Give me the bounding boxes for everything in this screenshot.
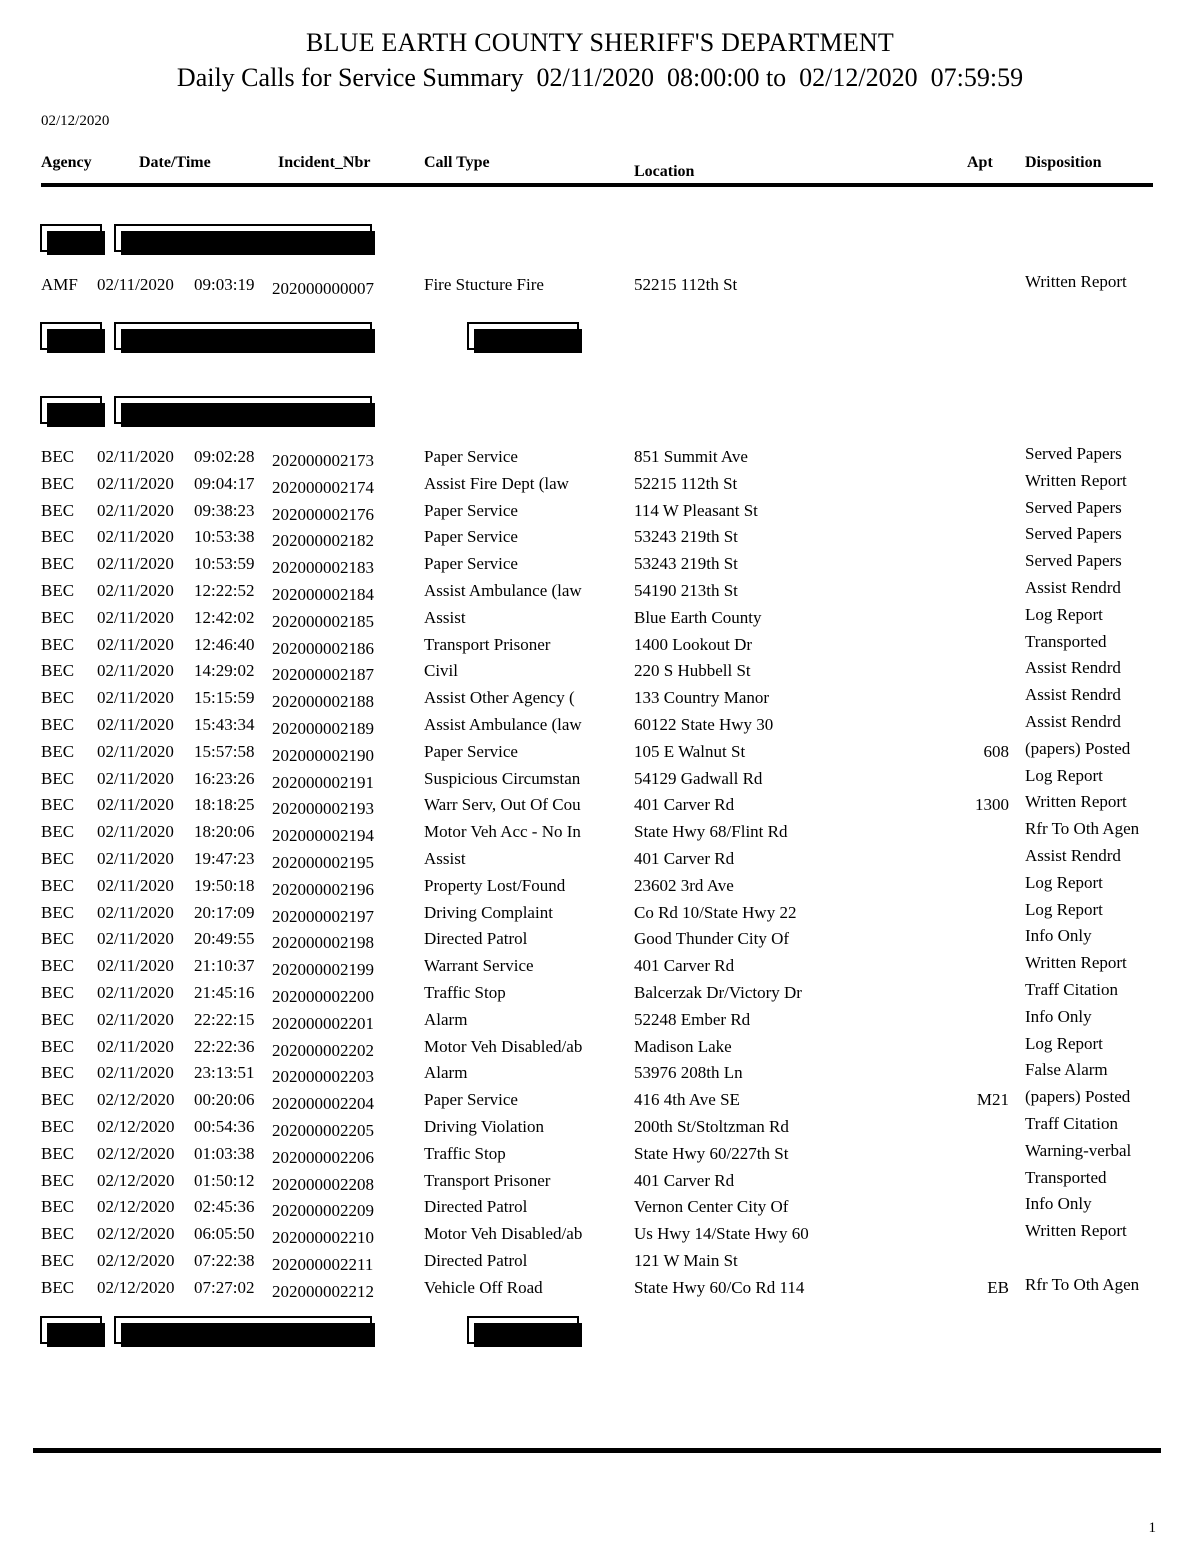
org-title: BLUE EARTH COUNTY SHERIFF'S DEPARTMENT xyxy=(306,28,894,57)
cell-date: 02/11/2020 xyxy=(97,875,174,895)
cell-location: 60122 State Hwy 30 xyxy=(634,714,774,734)
cell-agency: BEC xyxy=(41,1116,75,1136)
cell-location: 401 Carver Rd xyxy=(634,848,735,868)
table-body xyxy=(0,274,1200,301)
cell-time: 14:29:02 xyxy=(194,661,255,681)
cell-call-type: Driving Violation xyxy=(424,1116,545,1136)
cell-agency: BEC xyxy=(41,688,75,708)
cell-time: 21:45:16 xyxy=(194,982,255,1002)
cell-time: 12:42:02 xyxy=(194,607,255,627)
column-header-apt: Apt xyxy=(967,154,993,171)
cell-disposition: Traff Citation xyxy=(1025,1113,1119,1133)
cell-agency: BEC xyxy=(41,741,75,761)
cell-date: 02/11/2020 xyxy=(97,634,174,654)
cell-agency: BEC xyxy=(41,714,75,734)
cell-agency: BEC xyxy=(41,661,75,681)
cell-agency: BEC xyxy=(41,1009,75,1029)
cell-agency: AMF xyxy=(41,275,78,294)
table-row[interactable] xyxy=(0,794,1200,821)
cell-location: 53243 219th St xyxy=(634,527,738,547)
cell-agency: BEC xyxy=(41,929,75,949)
cell-call-type: Directed Patrol xyxy=(424,1197,528,1217)
cell-disposition: Served Papers xyxy=(1025,444,1122,463)
cell-time: 01:03:38 xyxy=(194,1143,255,1163)
cell-date: 02/11/2020 xyxy=(97,848,174,868)
cell-location: 121 W Main St xyxy=(634,1250,738,1270)
cell-call-type: Assist xyxy=(424,848,466,868)
cell-call-type: Motor Veh Disabled/ab xyxy=(424,1224,583,1244)
cell-time: 16:23:26 xyxy=(194,768,255,788)
cell-incident-nbr: 202000002174 xyxy=(272,477,374,497)
cell-agency: BEC xyxy=(41,956,75,976)
cell-incident-nbr: 202000002191 xyxy=(272,772,374,792)
cell-date: 02/12/2020 xyxy=(97,1224,175,1244)
cell-agency: BEC xyxy=(41,768,75,788)
cell-location: 401 Carver Rd xyxy=(634,956,735,976)
table-row[interactable] xyxy=(0,577,1200,607)
cell-location: 52248 Ember Rd xyxy=(634,1009,751,1029)
cell-incident-nbr: 202000002182 xyxy=(272,531,374,551)
cell-date: 02/11/2020 xyxy=(97,982,174,1002)
table-row[interactable] xyxy=(0,872,1200,902)
cell-call-type: Fire Stucture Fire xyxy=(424,275,544,294)
cell-time: 00:20:06 xyxy=(194,1090,255,1110)
agency-code-box: BEC xyxy=(40,396,102,424)
cell-location: State Hwy 60/227th St xyxy=(634,1143,789,1163)
cell-date: 02/12/2020 xyxy=(97,1250,175,1270)
cell-apt: EB xyxy=(987,1277,1009,1297)
cell-call-type: Civil xyxy=(424,661,459,681)
cell-agency: BEC xyxy=(41,447,75,466)
table-row[interactable] xyxy=(0,470,1200,500)
cell-incident-nbr: 202000002198 xyxy=(272,933,374,953)
agency-group-close-band xyxy=(0,322,1200,350)
agency-name-box: Amboy Fire Dept xyxy=(114,322,372,350)
cell-date: 02/11/2020 xyxy=(97,580,174,600)
cell-time: 23:13:51 xyxy=(194,1063,255,1083)
cell-apt: 608 xyxy=(983,741,1009,761)
cell-call-type: Property Lost/Found xyxy=(424,875,566,895)
cell-incident-nbr: 202000002203 xyxy=(272,1067,374,1087)
cell-time: 06:05:50 xyxy=(194,1224,255,1244)
cell-call-type: Paper Service xyxy=(424,554,518,574)
table-row[interactable] xyxy=(0,631,1200,661)
cell-time: 10:53:59 xyxy=(194,554,255,574)
table-row[interactable] xyxy=(0,738,1200,768)
table-row[interactable] xyxy=(0,497,1200,527)
cell-incident-nbr: 202000002188 xyxy=(272,692,374,712)
cell-disposition: Served Papers xyxy=(1025,524,1122,544)
cell-date: 02/11/2020 xyxy=(97,929,174,949)
cell-call-type: Alarm xyxy=(424,1063,468,1083)
cell-incident-nbr: 202000002183 xyxy=(272,558,374,578)
cell-time: 09:38:23 xyxy=(194,500,255,520)
cell-call-type: Paper Service xyxy=(424,527,518,547)
cell-date: 02/11/2020 xyxy=(97,1009,174,1029)
cell-agency: BEC xyxy=(41,982,75,1002)
cell-location: 105 E Walnut St xyxy=(634,741,746,761)
cell-agency: BEC xyxy=(41,500,75,520)
cell-agency: BEC xyxy=(41,1197,75,1217)
cell-date: 02/11/2020 xyxy=(97,554,174,574)
cell-location: 401 Carver Rd xyxy=(634,795,735,815)
cell-agency: BEC xyxy=(41,634,75,654)
cell-disposition: Log Report xyxy=(1025,872,1103,892)
cell-date: 02/12/2020 xyxy=(97,1090,175,1110)
cell-time: 09:03:19 xyxy=(194,275,255,294)
table-row[interactable] xyxy=(0,765,1200,795)
cell-time: 22:22:36 xyxy=(194,1036,255,1056)
agency-group-open-band xyxy=(0,224,1200,252)
cell-agency: BEC xyxy=(41,848,75,868)
cell-incident-nbr: 202000002176 xyxy=(272,504,374,524)
cell-disposition: Log Report xyxy=(1025,899,1103,919)
cell-date: 02/11/2020 xyxy=(97,714,174,734)
cell-agency: BEC xyxy=(41,527,75,547)
cell-call-type: Warr Serv, Out Of Cou xyxy=(424,795,581,815)
cell-time: 07:27:02 xyxy=(194,1277,255,1297)
table-row[interactable] xyxy=(0,604,1200,634)
agency-group-open-band xyxy=(0,396,1200,424)
cell-agency: BEC xyxy=(41,902,75,922)
cell-incident-nbr: 202000002205 xyxy=(272,1120,374,1140)
cell-time: 18:18:25 xyxy=(194,795,255,815)
cell-location: Co Rd 10/State Hwy 22 xyxy=(634,902,797,922)
cell-location: State Hwy 60/Co Rd 114 xyxy=(634,1277,805,1297)
cell-disposition: Log Report xyxy=(1025,765,1103,785)
cell-disposition: Assist Rendrd xyxy=(1025,711,1121,731)
cell-location: 133 Country Manor xyxy=(634,688,770,708)
cell-agency: BEC xyxy=(41,1090,75,1110)
cell-time: 20:49:55 xyxy=(194,929,255,949)
cell-location: 114 W Pleasant St xyxy=(634,500,758,520)
cell-incident-nbr: 202000002197 xyxy=(272,906,374,926)
cell-time: 07:22:38 xyxy=(194,1250,255,1270)
cell-time: 19:47:23 xyxy=(194,848,255,868)
cell-location: 220 S Hubbell St xyxy=(634,661,751,681)
cell-disposition: Transported xyxy=(1025,1167,1107,1187)
cell-incident-nbr: 202000002211 xyxy=(272,1254,374,1274)
cell-location: 416 4th Ave SE xyxy=(634,1090,740,1110)
cell-incident-nbr: 202000000007 xyxy=(272,279,374,298)
cell-call-type: Paper Service xyxy=(424,741,518,761)
header-divider-rule xyxy=(41,183,1153,187)
column-header-incident-nbr: Incident_Nbr xyxy=(278,154,371,171)
agency-name-box: Blue Earth County Sheriff xyxy=(114,1316,372,1344)
table-row[interactable] xyxy=(0,1140,1200,1170)
column-header-agency: Agency xyxy=(41,154,92,171)
cell-incident-nbr: 202000002173 xyxy=(272,451,374,470)
cell-location: State Hwy 68/Flint Rd xyxy=(634,822,788,842)
cell-location: Vernon Center City Of xyxy=(634,1197,789,1217)
cell-disposition: Served Papers xyxy=(1025,497,1122,517)
cell-incident-nbr: 202000002212 xyxy=(272,1281,374,1301)
cell-agency: BEC xyxy=(41,1143,75,1163)
cell-agency: BEC xyxy=(41,1277,75,1297)
cell-date: 02/11/2020 xyxy=(97,527,174,547)
table-row[interactable] xyxy=(0,821,1200,848)
cell-call-type: Motor Veh Disabled/ab xyxy=(424,1036,583,1056)
cell-incident-nbr: 202000002209 xyxy=(272,1201,374,1221)
cell-location: 54129 Gadwall Rd xyxy=(634,768,763,788)
cell-date: 02/11/2020 xyxy=(97,688,174,708)
cell-disposition: Written Report xyxy=(1025,470,1127,490)
table-row[interactable] xyxy=(0,446,1200,473)
cell-incident-nbr: 202000002206 xyxy=(272,1147,374,1167)
cell-disposition: Warning-verbal xyxy=(1025,1140,1132,1160)
agency-group-close-band xyxy=(0,1316,1200,1344)
cell-agency: BEC xyxy=(41,1250,75,1270)
column-header-disposition: Disposition xyxy=(1025,154,1102,171)
cell-location: 52215 112th St xyxy=(634,473,738,493)
cell-incident-nbr: 202000002196 xyxy=(272,879,374,899)
cell-time: 15:43:34 xyxy=(194,714,255,734)
cell-date: 02/11/2020 xyxy=(97,661,174,681)
cell-incident-nbr: 202000002210 xyxy=(272,1228,374,1248)
cell-disposition: Info Only xyxy=(1025,926,1092,946)
table-row[interactable] xyxy=(0,1006,1200,1036)
table-row[interactable] xyxy=(0,955,1200,982)
cell-location: Balcerzak Dr/Victory Dr xyxy=(634,982,802,1002)
cell-location: 23602 3rd Ave xyxy=(634,875,734,895)
table-row[interactable] xyxy=(0,928,1200,955)
cell-date: 02/11/2020 xyxy=(97,822,174,842)
cell-location: 52215 112th St xyxy=(634,275,738,294)
cell-incident-nbr: 202000002185 xyxy=(272,611,374,631)
cell-agency: BEC xyxy=(41,1224,75,1244)
cell-agency: BEC xyxy=(41,1036,75,1056)
cell-time: 22:22:15 xyxy=(194,1009,255,1029)
cell-location: 54190 213th St xyxy=(634,580,738,600)
cell-incident-nbr: 202000002204 xyxy=(272,1094,374,1114)
cell-call-type: Vehicle Off Road xyxy=(424,1277,543,1297)
cell-call-type: Assist Ambulance (law xyxy=(424,714,582,734)
cell-location: 200th St/Stoltzman Rd xyxy=(634,1116,789,1136)
cell-call-type: Traffic Stop xyxy=(424,982,506,1002)
cell-location: 1400 Lookout Dr xyxy=(634,634,753,654)
cell-call-type: Alarm xyxy=(424,1009,468,1029)
cell-disposition: (papers) Posted xyxy=(1025,738,1131,758)
table-body xyxy=(0,446,1200,1304)
cell-date: 02/11/2020 xyxy=(97,500,174,520)
cell-disposition: Written Report xyxy=(1025,953,1127,973)
cell-disposition: Written Report xyxy=(1025,272,1127,291)
cell-incident-nbr: 202000002208 xyxy=(272,1174,374,1194)
cell-location: Us Hwy 14/State Hwy 60 xyxy=(634,1224,809,1244)
table-row[interactable] xyxy=(0,1274,1200,1304)
agency-call-count-box: 32 xyxy=(467,1316,579,1344)
cell-location: Blue Earth County xyxy=(634,607,762,627)
cell-call-type: Assist Other Agency ( xyxy=(424,688,575,708)
cell-call-type: Assist Fire Dept (law xyxy=(424,473,569,493)
cell-disposition: Log Report xyxy=(1025,604,1103,624)
cell-time: 21:10:37 xyxy=(194,956,255,976)
report-subtitle: Daily Calls for Service Summary 02/11/2020 08:00:00 to 02/12/2020 07:59:59 xyxy=(176,63,1024,92)
cell-agency: BEC xyxy=(41,875,75,895)
cell-disposition: Assist Rendrd xyxy=(1025,577,1121,597)
cell-call-type: Assist xyxy=(424,607,466,627)
cell-incident-nbr: 202000002186 xyxy=(272,638,374,658)
cell-time: 15:57:58 xyxy=(194,741,255,761)
table-row[interactable] xyxy=(0,1062,1200,1089)
table-row[interactable] xyxy=(0,1250,1200,1277)
cell-call-type: Warrant Service xyxy=(424,956,534,976)
agency-name-box: Blue Earth County Sheriff xyxy=(114,396,372,424)
cell-call-type: Directed Patrol xyxy=(424,929,528,949)
cell-time: 18:20:06 xyxy=(194,822,255,842)
agency-call-count-box: 1 xyxy=(467,322,579,350)
cell-incident-nbr: 202000002193 xyxy=(272,799,374,819)
cell-call-type: Driving Complaint xyxy=(424,902,553,922)
cell-incident-nbr: 202000002195 xyxy=(272,852,374,872)
column-header-call-type: Call Type xyxy=(424,154,490,171)
cell-time: 10:53:38 xyxy=(194,527,255,547)
table-row[interactable] xyxy=(0,1196,1200,1223)
cell-incident-nbr: 202000002184 xyxy=(272,584,374,604)
agency-code-box: AMF xyxy=(40,322,102,350)
table-row[interactable] xyxy=(0,1223,1200,1250)
cell-location: 401 Carver Rd xyxy=(634,1170,735,1190)
table-row[interactable] xyxy=(0,1089,1200,1116)
cell-date: 02/12/2020 xyxy=(97,1170,175,1190)
cell-date: 02/11/2020 xyxy=(97,447,174,466)
table-row[interactable] xyxy=(0,845,1200,875)
cell-disposition: Served Papers xyxy=(1025,551,1122,571)
table-row[interactable] xyxy=(0,899,1200,929)
cell-call-type: Motor Veh Acc - No In xyxy=(424,822,581,842)
table-row[interactable] xyxy=(0,711,1200,741)
cell-location: 53243 219th St xyxy=(634,554,738,574)
agency-name-box: Amboy Fire Dept xyxy=(114,224,372,252)
cell-call-type: Paper Service xyxy=(424,447,518,466)
cell-date: 02/11/2020 xyxy=(97,1063,174,1083)
cell-disposition: Info Only xyxy=(1025,1006,1092,1026)
cell-location: Good Thunder City Of xyxy=(634,929,790,949)
cell-date: 02/11/2020 xyxy=(97,1036,174,1056)
table-row[interactable] xyxy=(0,526,1200,553)
cell-call-type: Paper Service xyxy=(424,500,518,520)
cell-disposition: Written Report xyxy=(1025,1221,1127,1241)
cell-call-type: Traffic Stop xyxy=(424,1143,506,1163)
cell-disposition: Transported xyxy=(1025,631,1107,651)
agency-code-box: AMF xyxy=(40,224,102,252)
cell-time: 09:04:17 xyxy=(194,473,255,493)
cell-agency: BEC xyxy=(41,473,75,493)
column-header-location: Location xyxy=(634,163,695,180)
cell-apt: 1300 xyxy=(975,795,1009,815)
cell-disposition: Assist Rendrd xyxy=(1025,685,1121,705)
cell-date: 02/12/2020 xyxy=(97,1277,175,1297)
table-row[interactable] xyxy=(0,1167,1200,1197)
report-title-block xyxy=(0,0,1200,96)
cell-call-type: Transport Prisoner xyxy=(424,1170,551,1190)
cell-date: 02/11/2020 xyxy=(97,956,174,976)
table-row[interactable] xyxy=(0,660,1200,687)
cell-disposition: Assist Rendrd xyxy=(1025,845,1121,865)
cell-disposition: Assist Rendrd xyxy=(1025,658,1121,678)
cell-disposition: Written Report xyxy=(1025,792,1127,812)
cell-date: 02/11/2020 xyxy=(97,275,174,294)
cell-date: 02/12/2020 xyxy=(97,1197,175,1217)
table-row[interactable] xyxy=(0,274,1200,301)
cell-time: 19:50:18 xyxy=(194,875,255,895)
cell-time: 01:50:12 xyxy=(194,1170,255,1190)
cell-time: 12:46:40 xyxy=(194,634,255,654)
cell-time: 12:22:52 xyxy=(194,580,255,600)
cell-date: 02/11/2020 xyxy=(97,607,174,627)
cell-call-type: Assist Ambulance (law xyxy=(424,580,582,600)
cell-disposition: (papers) Posted xyxy=(1025,1087,1131,1107)
cell-location: 851 Summit Ave xyxy=(634,447,748,466)
column-header-datetime: Date/Time xyxy=(139,154,211,171)
cell-incident-nbr: 202000002190 xyxy=(272,745,374,765)
cell-disposition: Rfr To Oth Agen xyxy=(1025,819,1140,839)
cell-agency: BEC xyxy=(41,795,75,815)
cell-call-type: Suspicious Circumstan xyxy=(424,768,581,788)
cell-call-type: Directed Patrol xyxy=(424,1250,528,1270)
cell-call-type: Paper Service xyxy=(424,1090,518,1110)
table-row[interactable] xyxy=(0,979,1200,1009)
cell-time: 00:54:36 xyxy=(194,1116,255,1136)
cell-apt: M21 xyxy=(976,1090,1009,1110)
cell-location: 53976 208th Ln xyxy=(634,1063,743,1083)
cell-date: 02/11/2020 xyxy=(97,795,174,815)
cell-time: 20:17:09 xyxy=(194,902,255,922)
cell-agency: BEC xyxy=(41,580,75,600)
table-row[interactable] xyxy=(0,1033,1200,1063)
cell-agency: BEC xyxy=(41,554,75,574)
cell-agency: BEC xyxy=(41,1063,75,1083)
cell-date: 02/11/2020 xyxy=(97,902,174,922)
footer-divider-rule xyxy=(33,1448,1161,1453)
cell-date: 02/11/2020 xyxy=(97,768,174,788)
cell-incident-nbr: 202000002189 xyxy=(272,718,374,738)
cell-agency: BEC xyxy=(41,607,75,627)
run-date: 02/12/2020 xyxy=(41,113,110,129)
cell-disposition: Traff Citation xyxy=(1025,979,1119,999)
cell-disposition: Rfr To Oth Agen xyxy=(1025,1274,1140,1294)
cell-incident-nbr: 202000002199 xyxy=(272,960,374,980)
cell-disposition: False Alarm xyxy=(1025,1060,1108,1080)
table-row[interactable] xyxy=(0,1113,1200,1143)
table-row[interactable] xyxy=(0,553,1200,580)
cell-time: 15:15:59 xyxy=(194,688,255,708)
cell-call-type: Transport Prisoner xyxy=(424,634,551,654)
cell-agency: BEC xyxy=(41,1170,75,1190)
agency-code-box: BEC xyxy=(40,1316,102,1344)
cell-location: Madison Lake xyxy=(634,1036,732,1056)
cell-incident-nbr: 202000002187 xyxy=(272,665,374,685)
cell-incident-nbr: 202000002200 xyxy=(272,986,374,1006)
cell-disposition: Log Report xyxy=(1025,1033,1103,1053)
page-number: 1 xyxy=(1148,1520,1156,1536)
cell-time: 09:02:28 xyxy=(194,447,255,466)
cell-agency: BEC xyxy=(41,822,75,842)
table-row[interactable] xyxy=(0,687,1200,714)
cell-date: 02/11/2020 xyxy=(97,473,174,493)
cell-incident-nbr: 202000002201 xyxy=(272,1013,374,1033)
cell-date: 02/11/2020 xyxy=(97,741,174,761)
cell-incident-nbr: 202000002202 xyxy=(272,1040,374,1060)
cell-date: 02/12/2020 xyxy=(97,1116,175,1136)
cell-time: 02:45:36 xyxy=(194,1197,255,1217)
cell-incident-nbr: 202000002194 xyxy=(272,826,374,846)
cell-disposition: Info Only xyxy=(1025,1194,1092,1214)
cell-date: 02/12/2020 xyxy=(97,1143,175,1163)
